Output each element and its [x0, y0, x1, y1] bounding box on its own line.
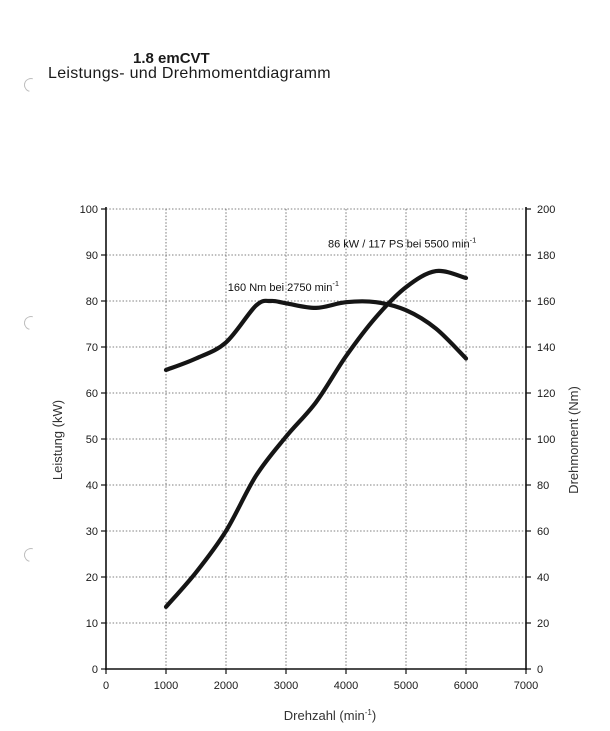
x-tick-label: 4000 [333, 680, 359, 692]
annotation-torque-superscript: -1 [332, 278, 340, 288]
y-left-tick-label: 0 [91, 664, 98, 676]
y-left-tick-label: 40 [85, 480, 98, 492]
y-axis-title-right: Drehmoment (Nm) [566, 386, 581, 494]
y-left-tick-label: 20 [85, 572, 98, 584]
x-tick-label: 2000 [213, 680, 239, 692]
y-right-tick-label: 160 [537, 296, 556, 308]
y-left-tick-label: 10 [85, 618, 98, 630]
y-left-tick-label: 100 [79, 204, 98, 216]
series-line-drehmoment [166, 301, 466, 370]
y-right-tick-label: 0 [537, 664, 544, 676]
x-tick-label: 3000 [273, 680, 299, 692]
y-left-tick-label: 80 [85, 296, 98, 308]
x-axis-title: Drehzahl $(\min^{-1})$ [283, 708, 377, 723]
x-tick-label: 6000 [453, 680, 479, 692]
x-tick-label: 5000 [393, 680, 419, 692]
chart-title: Leistungs- und Drehmomentdiagramm [48, 65, 331, 82]
x-axis-title-close: ) [371, 708, 377, 723]
y-right-tick-label: 140 [537, 342, 556, 354]
y-right-tick-label: 20 [537, 618, 550, 630]
y-left-tick-label: 70 [85, 342, 98, 354]
y-axis-title-left: Leistung (kW) [50, 399, 65, 481]
annotation-power-superscript: -1 [469, 235, 477, 245]
x-tick-label: 1000 [153, 680, 179, 692]
y-left-tick-label: 60 [85, 388, 98, 400]
y-right-tick-label: 60 [537, 526, 550, 538]
x-tick-label: 0 [102, 680, 110, 692]
y-left-tick-label: 30 [85, 526, 98, 538]
x-tick-label: 7000 [513, 680, 539, 692]
y-right-tick-label: 200 [537, 204, 556, 216]
y-right-tick-label: 120 [537, 388, 556, 400]
y-right-tick-label: 80 [537, 480, 550, 492]
annotation-power: 86 kW / 117 PS bei 5500 $\min^{-1}$ [328, 235, 477, 251]
x-axis-title-superscript: -1 [364, 708, 372, 717]
y-right-tick-label: 40 [537, 572, 550, 584]
y-left-tick-label: 50 [85, 434, 98, 446]
y-left-tick-label: 90 [85, 250, 98, 262]
annotation-torque: 160 Nm bei 2750 $\min^{-1}$ [227, 278, 340, 294]
y-right-tick-label: 180 [537, 250, 556, 262]
y-right-tick-label: 100 [537, 434, 556, 446]
chart-subtitle: 1.8 emCVT [133, 50, 210, 67]
